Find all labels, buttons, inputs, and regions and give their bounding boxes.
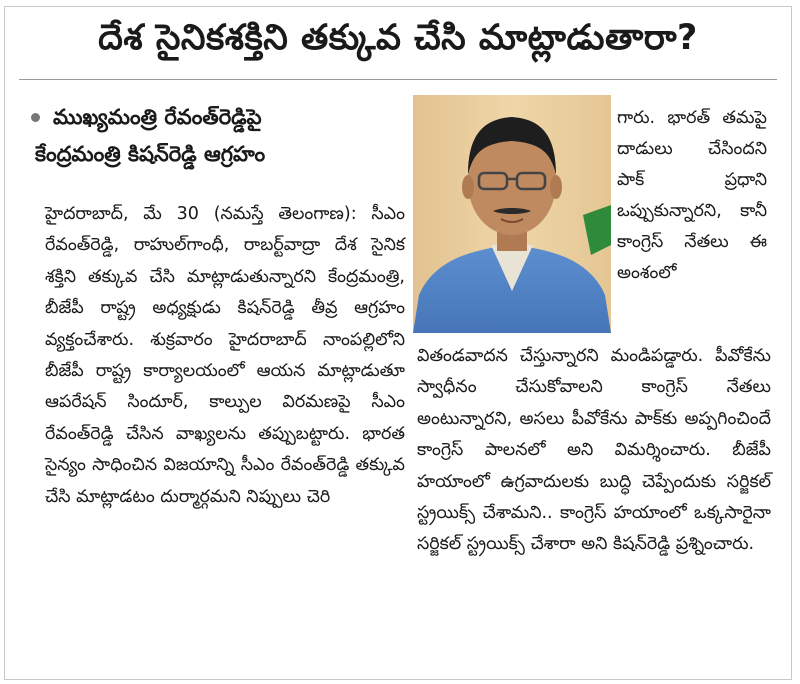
body-column-right-bottom [417,341,771,561]
headline: దేశ సైనికశక్తిని తక్కువ చేసి మాట్లాడుతారా? [98,18,698,58]
subheadline-line-2: కేంద్రమంత్రి కిషన్‌రెడ్డి ఆగ్రహం [35,142,266,166]
portrait-photo [413,95,611,333]
body-paragraph-right-bottom: వితండవాదన చేస్తున్నారని మండిపడ్డారు. పీవోకేను స్వాధీనం చేసుకోవాలని కాంగ్రెస్ నేతలు అంటున్నారని, అసలు పీవోకేను పాక్‌కు అప్పగించిందే కాంగ్రెస్ పాలనలో అని విమర్శించారు. బీజేపీ హయాంలో ఉగ్రవాదులకు బుద్ధి చెప్పేందుకు సర్జికల్ స్ట్రయిక్స్ చేశామని.. కాంగ్రెస్ హయాంలో ఒక్కసారైనా సర్జికల్ స్ట్రయిక్స్ చేశారా అని కిషన్‌రెడ్డి ప్రశ్నించారు. [417,346,771,555]
headline-divider [19,79,777,80]
body-column-left [45,199,405,513]
body-paragraph-right-top: గారు. భారత్ తమపై దాడులు చేసిందని పాక్ ప్రధాని ఒప్పుకున్నారని, కానీ కాంగ్రెస్ నేతలు ఈ అంశంలో [617,108,767,283]
bullet-icon [31,113,40,122]
subheadline [31,99,411,173]
body-column-right-top [617,103,767,289]
article-frame [4,6,792,680]
subheadline-line-1: ముఖ్యమంత్రి రేవంత్‌రెడ్డిపై [53,105,262,129]
body-paragraph-left: హైదరాబాద్, మే 30 (నమస్తే తెలంగాణ): సీఎం రేవంత్‌రెడ్డి, రాహుల్‌గాంధీ, రాబర్ట్‌వాద్రా దేశ సైనిక శక్తిని తక్కువ చేసి మాట్లాడుతున్నారని కేంద్రమంత్రి, బీజేపీ రాష్ట్ర అధ్యక్షుడు కిషన్‌రెడ్డి తీవ్ర ఆగ్రహం వ్యక్తంచేశారు. శుక్రవారం హైదరాబాద్ నాంపల్లిలోని బీజేపీ రాష్ట్ర కార్యాలయంలో ఆయన మాట్లాడుతూ ఆపరేషన్ సిందూర్, కాల్పుల విరమణపై సీఎం రేవంత్‌రెడ్డి చేసిన వాఖ్యలను తప్పుబట్టారు. భారత సైన్యం సాధించిన విజయాన్ని సీఎం రేవంత్‌రెడ్డి తక్కువ చేసి మాట్లాడటం దుర్మార్గమని నిప్పులు చెరి [45,204,405,507]
